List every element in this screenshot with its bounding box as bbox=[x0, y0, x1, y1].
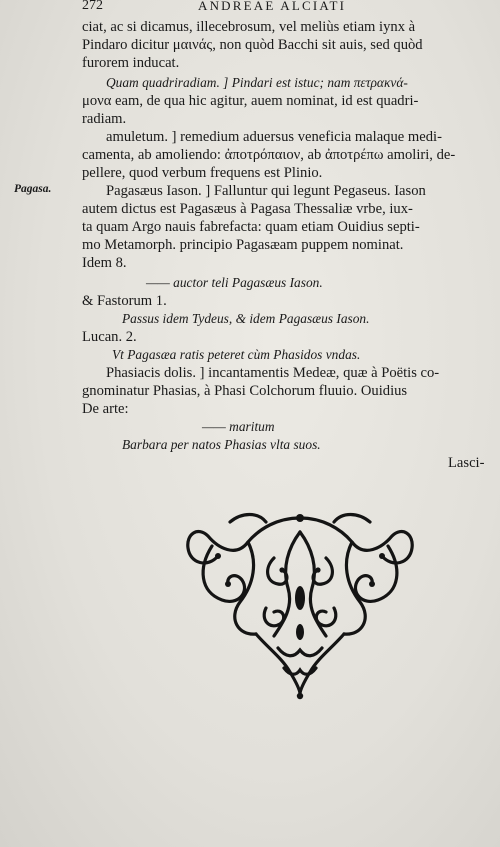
text-line: camenta, ab amoliendo: ἀποτρόπαιον, ab ἀποτρέπω amoliri, de- bbox=[82, 147, 456, 163]
text-line: Quam quadriradiam. ] Pindari est istuc; nam πετρακνά- bbox=[106, 75, 408, 90]
verse-line: —— maritum bbox=[202, 419, 275, 434]
verse-line: Vt Pagasæa ratis peteret cùm Phasidos vndas. bbox=[112, 347, 361, 362]
text-line: gnominatur Phasias, à Phasi Colchorum fluuio. Ouidius bbox=[82, 383, 408, 399]
decorative-ornament bbox=[178, 508, 422, 700]
catchword: Lasci- bbox=[448, 455, 485, 471]
text-line: De arte: bbox=[82, 401, 129, 417]
text-line: & Fastorum 1. bbox=[82, 293, 167, 309]
text-line: Pindaro dicitur μαινάς, non quòd Bacchi sit auis, sed quòd bbox=[82, 37, 423, 53]
text-line: Phasiacis dolis. ] incantamentis Medeæ, quæ à Poëtis co- bbox=[106, 365, 440, 381]
text-line: pellere, quod verbum frequens est Plinio. bbox=[82, 165, 323, 181]
text-line: μονα eam, de qua hic agitur, auem nominat, id est quadri- bbox=[82, 93, 419, 109]
text-line: radiam. bbox=[82, 111, 127, 127]
text-line: ciat, ac si dicamus, illecebrosum, vel meliùs etiam iynx à bbox=[82, 19, 416, 35]
text-line: Pagasæus Iason. ] Falluntur qui legunt Pegaseus. Iason bbox=[106, 183, 426, 199]
text-line: autem dictus est Pagasæus à Pagasa Thessaliæ vrbe, iux- bbox=[82, 201, 413, 217]
text-line: Lucan. 2. bbox=[82, 329, 137, 345]
text-line: amuletum. ] remedium aduersus veneficia malaque medi- bbox=[106, 129, 442, 145]
text-line: ta quam Argo nauis fabrefacta: quam etiam Ouidius septi- bbox=[82, 219, 420, 235]
text-line: mo Metamorph. principio Pagasæam puppem nominat. bbox=[82, 237, 404, 253]
verse-line: Barbara per natos Phasias vlta suos. bbox=[122, 437, 321, 452]
running-head: ANDREAE ALCIATI bbox=[198, 0, 347, 13]
page-number: 272 bbox=[82, 0, 103, 13]
text-line: furorem inducat. bbox=[82, 55, 180, 71]
margin-note: Pagasa. bbox=[14, 183, 52, 195]
verse-line: Passus idem Tydeus, & idem Pagasæus Iason. bbox=[122, 311, 370, 326]
text-line: Idem 8. bbox=[82, 255, 127, 271]
verse-line: —— auctor teli Pagasæus Iason. bbox=[146, 275, 323, 290]
